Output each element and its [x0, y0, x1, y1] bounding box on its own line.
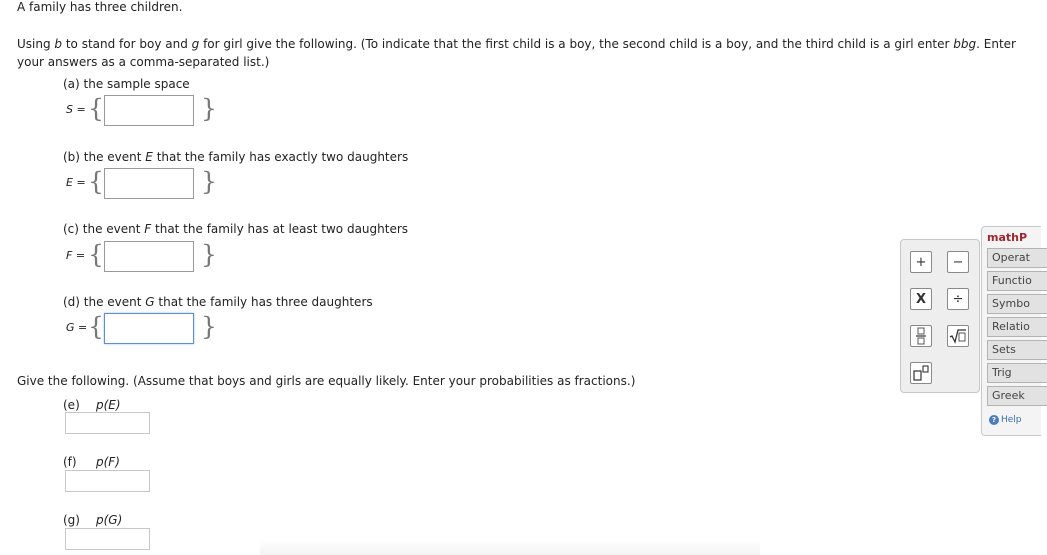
prob-e-input[interactable] — [65, 412, 150, 434]
open-brace: { — [88, 240, 104, 269]
probability-instructions: Give the following. (Assume that boys and girls are equally likely. Enter your probabilities as fractions.) — [17, 374, 636, 388]
close-brace: } — [201, 167, 217, 196]
prob-e-label: (e) p(E) — [63, 398, 121, 412]
plus-key[interactable]: + — [910, 251, 932, 273]
tab-sets[interactable]: Sets — [987, 340, 1047, 360]
minus-key[interactable]: − — [947, 251, 969, 273]
event-g-input[interactable] — [104, 313, 194, 344]
var-e-label: E = — [66, 176, 86, 189]
mathpad-title: mathP — [987, 231, 1028, 244]
help-label: Help — [1001, 415, 1022, 425]
part-c-label: (c) the event F that the family has at least two daughters — [63, 222, 409, 236]
prob-g-label: (g) p(G) — [63, 513, 123, 527]
event-f-input[interactable] — [104, 241, 194, 272]
close-brace: } — [201, 240, 217, 269]
sqrt-icon — [949, 328, 967, 344]
help-icon: ? — [989, 415, 999, 425]
close-brace: } — [201, 94, 217, 123]
instructions: Using b to stand for boy and g for girl give the following. (To indicate that the first child is a boy, the second child is a boy, and the third child is a girl enter bbg. Enter your answers as a comma-separated list.) — [17, 37, 1016, 69]
var-s-label: S = — [66, 103, 86, 116]
part-d-label: (d) the event G that the family has three daughters — [63, 295, 373, 309]
part-a-label: (a) the sample space — [63, 77, 190, 91]
prob-f-label: (f) p(F) — [63, 455, 120, 469]
tab-relations[interactable]: Relatio — [987, 317, 1047, 337]
tab-trig[interactable]: Trig — [987, 363, 1047, 383]
tab-operations[interactable]: Operat — [987, 248, 1047, 268]
prob-f-input[interactable] — [65, 470, 150, 492]
close-brace: } — [201, 312, 217, 341]
open-brace: { — [88, 94, 104, 123]
sqrt-key[interactable] — [947, 325, 969, 347]
part-b-label: (b) the event E that the family has exactly two daughters — [63, 150, 409, 164]
divide-key[interactable]: ÷ — [947, 288, 969, 310]
tab-greek[interactable]: Greek — [987, 386, 1047, 406]
superscript-key[interactable] — [910, 362, 932, 384]
fraction-key[interactable] — [910, 325, 932, 347]
bottom-shadow — [260, 540, 760, 555]
mathpad-panel — [981, 226, 1041, 436]
superscript-icon — [913, 365, 929, 381]
problem-intro: A family has three children. — [17, 0, 183, 14]
event-e-input[interactable] — [104, 168, 194, 199]
multiply-key[interactable]: X — [910, 288, 932, 310]
sample-space-input[interactable] — [104, 95, 194, 126]
var-g-label: G = — [66, 321, 88, 334]
tab-symbols[interactable]: Symbo — [987, 294, 1047, 314]
prob-g-input[interactable] — [65, 528, 150, 550]
open-brace: { — [88, 167, 104, 196]
tab-functions[interactable]: Functio — [987, 271, 1047, 291]
math-keypad — [900, 239, 980, 393]
help-link[interactable] — [989, 415, 1022, 425]
fraction-icon — [915, 327, 927, 345]
open-brace: { — [88, 312, 104, 341]
var-f-label: F = — [66, 249, 86, 262]
